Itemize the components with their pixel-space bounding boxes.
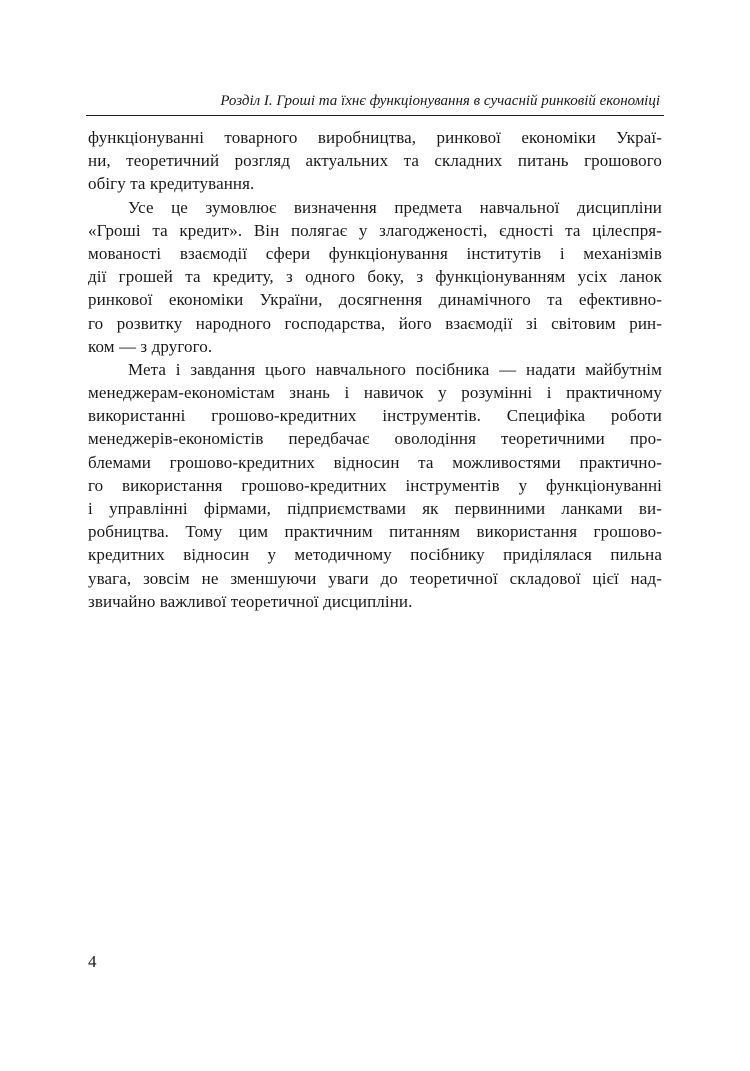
text-line: дії грошей та кредиту, з одного боку, з функціонуванням усіх ланок: [88, 267, 662, 287]
header-rule: [86, 115, 664, 116]
running-header: Розділ І. Гроші та їхнє функціонування в сучасній ринковій економіці: [220, 93, 660, 109]
text-line: мованості взаємодії сфери функціонування інститутів і механізмів: [88, 243, 662, 263]
body-text: [88, 126, 662, 613]
text-line: ни, теоретичний розгляд актуальних та складних питань грошового: [88, 151, 662, 171]
text-line: обігу та кредитування.: [88, 174, 255, 194]
text-line: го використання грошово-кредитних інструментів у функціонуванні: [88, 475, 662, 495]
paragraph-first-line: Мета і завдання цього навчального посібника — надати майбутнім: [128, 359, 662, 379]
text-line: використанні грошово-кредитних інструментів. Специфіка роботи: [88, 406, 662, 426]
page-number: 4: [88, 952, 97, 971]
text-line: ком — з другого.: [88, 336, 213, 356]
text-line: і управлінні фірмами, підприємствами як первинними ланками ви-: [88, 499, 662, 518]
text-line: блемами грошово-кредитних відносин та можливостями практично-: [88, 452, 662, 472]
text-line: увага, зовсім не зменшуючи уваги до теоретичної складової цієї над-: [88, 568, 662, 588]
text-line: го розвитку народного господарства, його взаємодії зі світовим рин-: [88, 313, 662, 333]
paragraph-first-line: Усе це зумовлює визначення предмета навчальної дисципліни: [128, 197, 662, 217]
text-line: функціонуванні товарного виробництва, ринкової економіки Украї-: [88, 128, 662, 147]
text-line: звичайно важливої теоретичної дисципліни.: [88, 591, 413, 611]
text-line: кредитних відносин у методичному посібнику приділялася пильна: [88, 545, 662, 565]
text-line: ринкової економіки України, досягнення динамічного та ефективно-: [88, 290, 662, 310]
text-line: менеджерам-економістам знань і навичок у розумінні і практичному: [88, 383, 662, 403]
text-line: робництва. Тому цим практичним питанням використання грошово-: [88, 522, 662, 542]
text-line: менеджерів-економістів передбачає оволодіння теоретичними про-: [88, 429, 662, 449]
text-line: «Гроші та кредит». Він полягає у злагодженості, єдності та цілеспря-: [88, 220, 662, 240]
